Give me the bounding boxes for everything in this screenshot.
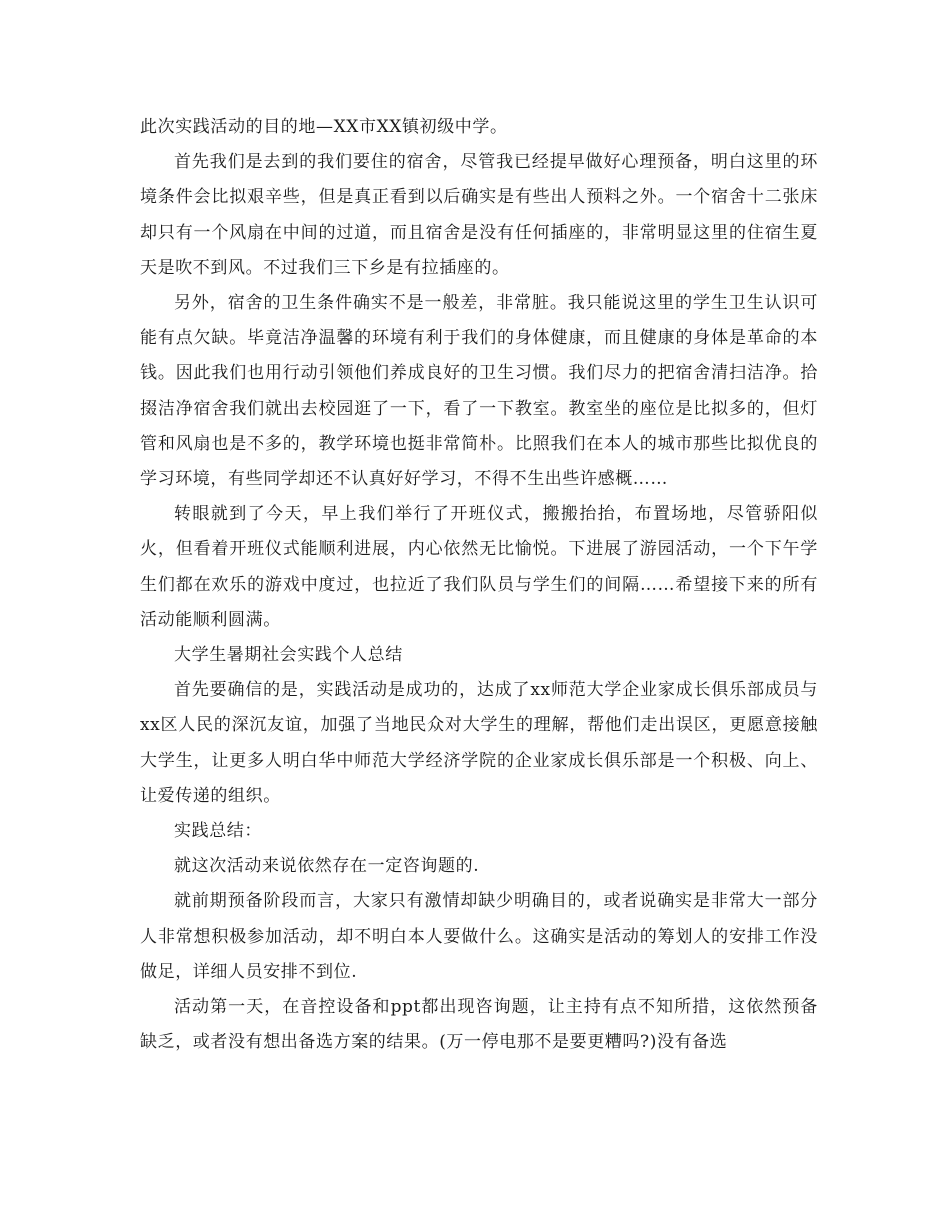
document-body [140,110,818,1060]
paragraph-day-one: 活动第一天，在音控设备和ppt都出现咨询题，让主持有点不知所措，这依然预备缺乏，或者没有想出备选方案的结果。(万一停电那不是要更糟吗?)没有备选 [140,997,818,1053]
paragraph-preparation: 就前期预备阶段而言，大家只有激情却缺少明确目的，或者说确实是非常大一部分人非常想积极参加活动，却不明白本人要做什么。这确实是活动的筹划人的安排工作没做足，详细人员安排不到位. [140,891,818,982]
section-heading-summary: 大学生暑期社会实践个人总结 [174,645,403,666]
paragraph-destination: 此次实践活动的目的地—XX市XX镇初级中学。 [140,117,508,137]
paragraph-summary-label: 实践总结： [174,821,262,842]
paragraph-dormitory: 首先我们是去到的我们要住的宿舍，尽管我已经提早做好心理预备，明白这里的环境条件会比拟艰辛些，但是真正看到以后确实是有些出人预料之外。一个宿舍十二张床却只有一个风扇在中间的过道，而且宿舍是没有任何插座的，非常明显这里的住宿生夏天是吹不到风。不过我们三下乡是有拉插座的。 [140,152,818,278]
paragraph-issues: 就这次活动来说依然存在一定咨询题的. [174,856,480,877]
paragraph-opening-ceremony: 转眼就到了今天，早上我们举行了开班仪式，搬搬抬抬，布置场地，尽管骄阳似火，但看着开班仪式能顺利进展，内心依然无比愉悦。下进展了游园活动，一个下午学生们都在欢乐的游戏中度过，也拉近了我们队员与学生们的间隔……希望接下来的所有活动能顺利圆满。 [140,504,818,630]
paragraph-success: 首先要确信的是，实践活动是成功的，达成了xx师范大学企业家成长俱乐部成员与xx区人民的深沉友谊，加强了当地民众对大学生的理解，帮他们走出误区，更愿意接触大学生，让更多人明白华中师范大学经济学院的企业家成长俱乐部是一个积极、向上、让爱传递的组织。 [140,680,818,806]
paragraph-hygiene: 另外，宿舍的卫生条件确实不是一般差，非常脏。我只能说这里的学生卫生认识可能有点欠缺。毕竟洁净温馨的环境有利于我们的身体健康，而且健康的身体是革命的本钱。因此我们也用行动引领他们养成良好的卫生习惯。我们尽力的把宿舍清扫洁净。拾掇洁净宿舍我们就出去校园逛了一下，看了一下教室。教室坐的座位是比拟多的，但灯管和风扇也是不多的，教学环境也挺非常简朴。比照我们在本人的城市那些比拟优良的学习环境，有些同学却还不认真好好学习，不得不生出些许感概…… [140,293,818,490]
